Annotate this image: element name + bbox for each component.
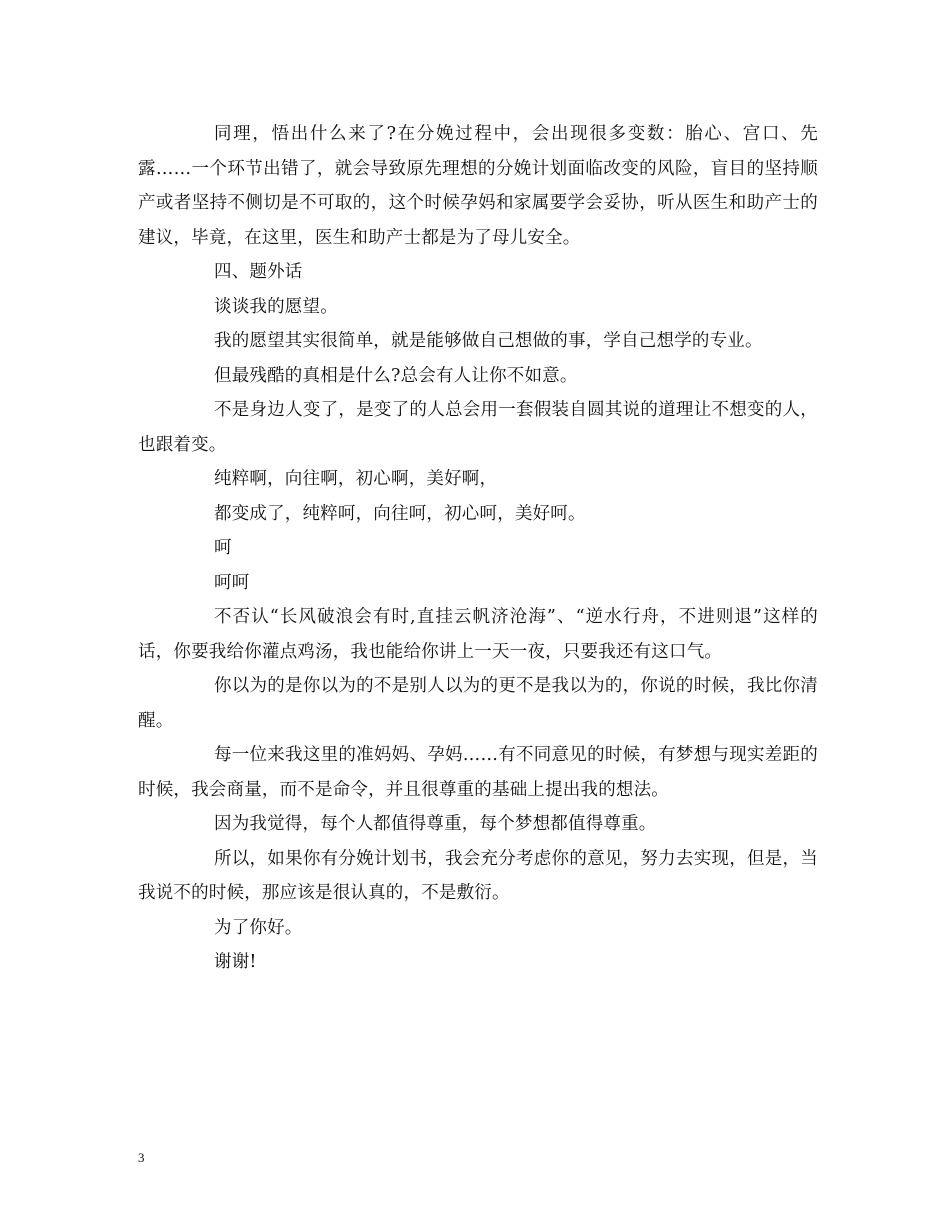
paragraph-1: 同理，悟出什么来了?在分娩过程中，会出现很多变数：胎心、宫口、先露……一个环节出错了，就会导致原先理想的分娩计划面临改变的风险，盲目的坚持顺产或者坚持不侧切是不可取的，这个时候孕妈和家属要学会妥协，听从医生和助产士的建议，毕竟，在这里，医生和助产士都是为了母儿安全。	[138, 124, 818, 248]
paragraph-13: 每一位来我这里的准妈妈、孕妈……有不同意见的时候，有梦想与现实差距的时候，我会商量，而不是命令，并且很尊重的基础上提出我的想法。	[138, 745, 818, 800]
page-number: 3	[138, 1150, 145, 1165]
paragraph-10: 呵呵	[214, 572, 250, 593]
paragraph-14: 因为我觉得，每个人都值得尊重，每个梦想都值得尊重。	[214, 814, 657, 834]
paragraph-9: 呵	[214, 538, 232, 558]
paragraph-8: 都变成了，纯粹呵，向往呵，初心呵，美好呵。	[214, 503, 586, 524]
paragraph-17: 谢谢!	[214, 952, 257, 972]
paragraph-7: 纯粹啊，向往啊，初心啊，美好啊，	[214, 469, 498, 489]
paragraph-6: 不是身边人变了，是变了的人总会用一套假装自圆其说的道理让不想变的人，也跟着变。	[138, 400, 818, 455]
paragraph-16: 为了你好。	[214, 917, 303, 938]
paragraph-11: 不否认“长风破浪会有时,直挂云帆济沧海”、“逆水行舟，不进则退”这样的话，你要我给你灌点鸡汤，我也能给你讲上一天一夜，只要我还有这口气。	[138, 607, 818, 662]
document-body	[138, 117, 818, 980]
paragraph-4: 我的愿望其实很简单，就是能够做自己想做的事，学自己想学的专业。	[214, 331, 763, 351]
paragraph-12: 你以为的是你以为的不是别人以为的更不是我以为的，你说的时候，我比你清醒。	[138, 676, 818, 731]
section-heading: 四、题外话	[214, 262, 303, 282]
paragraph-3: 谈谈我的愿望。	[214, 296, 338, 317]
paragraph-5: 但最残酷的真相是什么?总会有人让你不如意。	[214, 365, 578, 386]
paragraph-15: 所以，如果你有分娩计划书，我会充分考虑你的意见，努力去实现，但是，当我说不的时候，那应该是很认真的，不是敷衍。	[138, 848, 818, 903]
